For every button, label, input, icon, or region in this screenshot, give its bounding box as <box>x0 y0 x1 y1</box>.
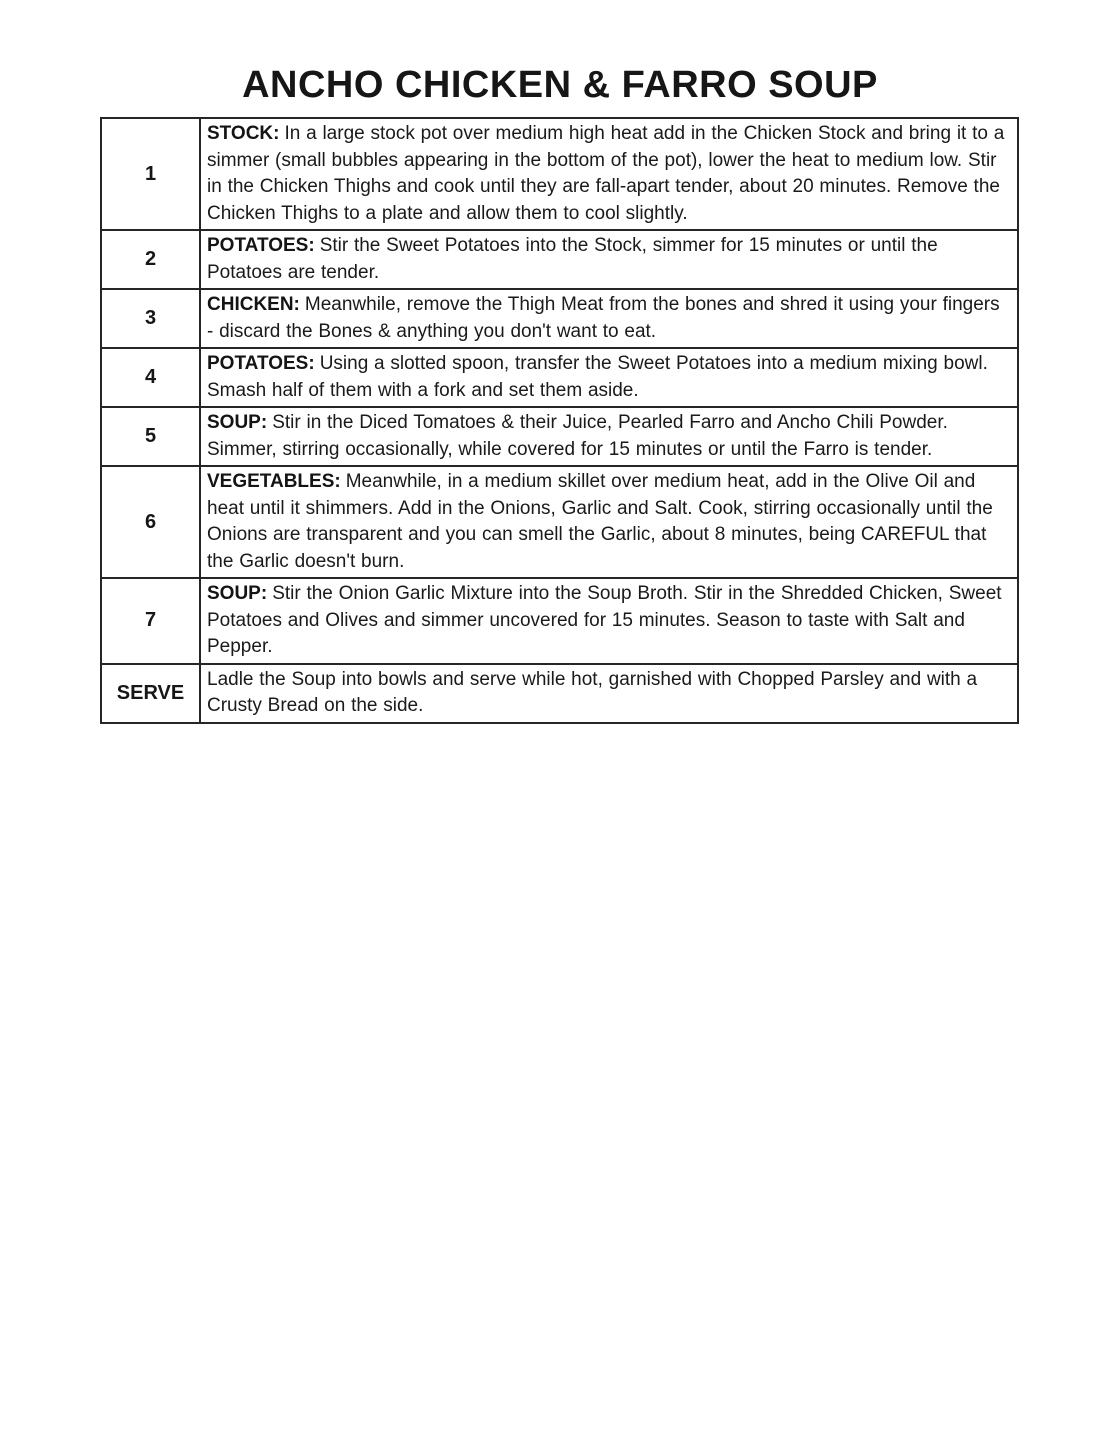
recipe-step-row <box>101 118 1018 230</box>
step-text: Stir the Sweet Potatoes into the Stock, simmer for 15 minutes or until the Potatoes are tender. <box>207 235 938 283</box>
step-label: 4 <box>101 348 200 407</box>
step-description <box>200 230 1018 289</box>
step-keyword: SOUP: <box>207 412 268 433</box>
recipe-step-row <box>101 289 1018 348</box>
step-keyword: STOCK: <box>207 123 280 144</box>
step-text: Ladle the Soup into bowls and serve while hot, garnished with Chopped Parsley and with a Crusty Bread on the side. <box>207 668 978 716</box>
step-description <box>200 578 1018 664</box>
step-description <box>200 348 1018 407</box>
step-text: Meanwhile, remove the Thigh Meat from the bones and shred it using your fingers - discard the Bones & anything you don't want to eat. <box>207 294 1000 342</box>
step-text: Stir in the Diced Tomatoes & their Juice, Pearled Farro and Ancho Chili Powder. Simmer, stirring occasionally, while covered for 15 minutes or until the Farro is tender. <box>207 412 948 460</box>
step-label: 6 <box>101 466 200 578</box>
recipe-steps-table <box>100 117 1019 724</box>
step-text: Stir the Onion Garlic Mixture into the Soup Broth. Stir in the Shredded Chicken, Sweet Potatoes and Olives and simmer uncovered for 15 minutes. Season to taste with Salt and Pepper. <box>207 583 1002 657</box>
step-label: 7 <box>101 578 200 664</box>
step-description <box>200 466 1018 578</box>
step-description <box>200 664 1018 723</box>
step-label: 3 <box>101 289 200 348</box>
recipe-step-row <box>101 664 1018 723</box>
recipe-step-row <box>101 578 1018 664</box>
step-keyword: VEGETABLES: <box>207 471 341 492</box>
recipe-step-row <box>101 407 1018 466</box>
step-keyword: CHICKEN: <box>207 294 300 315</box>
step-label: 5 <box>101 407 200 466</box>
recipe-step-row <box>101 466 1018 578</box>
step-label: 2 <box>101 230 200 289</box>
recipe-step-row <box>101 348 1018 407</box>
step-description <box>200 407 1018 466</box>
step-text: Using a slotted spoon, transfer the Sweet Potatoes into a medium mixing bowl. Smash half of them with a fork and set them aside. <box>207 353 988 401</box>
step-keyword: POTATOES: <box>207 235 315 256</box>
recipe-title: ANCHO CHICKEN & FARRO SOUP <box>242 64 878 106</box>
step-text: In a large stock pot over medium high heat add in the Chicken Stock and bring it to a simmer (small bubbles appearing in the bottom of the pot), lower the heat to medium low. Stir in the Chicken Thighs and cook until they are fall-apart tender, about 20 minutes. Remove the Chicken Thighs to a plate and allow them to cool slightly. <box>207 123 1005 224</box>
step-keyword: SOUP: <box>207 583 268 604</box>
recipe-step-row <box>101 230 1018 289</box>
step-label: SERVE <box>101 664 200 723</box>
step-text: Meanwhile, in a medium skillet over medium heat, add in the Olive Oil and heat until it shimmers. Add in the Onions, Garlic and Salt. Cook, stirring occasionally until the Onions are transparent and you can smell the Garlic, about 8 minutes, being CAREFUL that the Garlic doesn't burn. <box>207 471 993 572</box>
step-label: 1 <box>101 118 200 230</box>
step-keyword: POTATOES: <box>207 353 315 374</box>
step-description <box>200 289 1018 348</box>
step-description <box>200 118 1018 230</box>
